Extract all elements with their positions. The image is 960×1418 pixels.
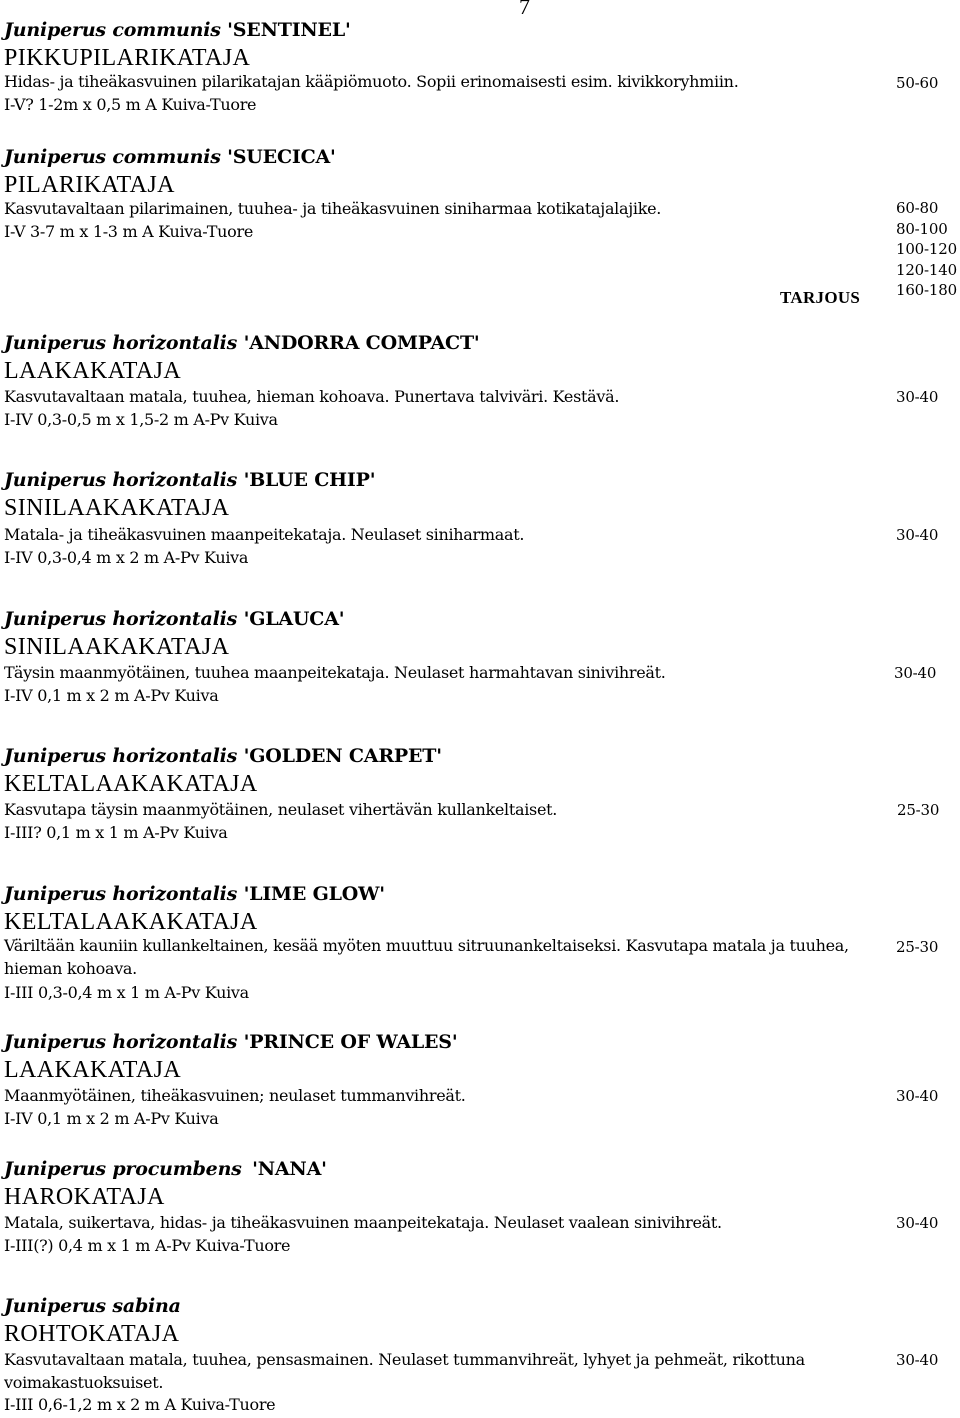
common-name: LAAKAKATAJA [4, 1057, 182, 1083]
common-name: LAAKAKATAJA [4, 358, 182, 384]
species-name: Juniperus horizontalis 'GLAUCA' [4, 608, 345, 630]
size-range: 30-40 [896, 526, 939, 544]
size-range: 120-140 [896, 260, 957, 279]
description: Täysin maanmyötäinen, tuuhea maanpeitekataja. Neulaset harmahtavan sinivihreät. [4, 663, 666, 682]
description: Kasvutavaltaan matala, tuuhea, pensasmainen. Neulaset tummanvihreät, lyhyet ja pehmeät, rikottuna voimakastuoksuiset. [4, 1350, 805, 1392]
size-range: 30-40 [894, 664, 937, 682]
growth-spec: I-IV 0,1 m x 2 m A-Pv Kuiva [4, 1109, 219, 1128]
common-name: SINILAAKAKATAJA [4, 634, 230, 660]
species-name: Juniperus procumbens 'NANA' [4, 1158, 327, 1180]
description: Kasvutavaltaan pilarimainen, tuuhea- ja tiheäkasvuinen siniharmaa kotikatajalajike. [4, 199, 662, 218]
common-name: PILARIKATAJA [4, 172, 175, 198]
growth-spec: I-III(?) 0,4 m x 1 m A-Pv Kuiva-Tuore [4, 1236, 291, 1255]
common-name: HAROKATAJA [4, 1184, 165, 1210]
description: Kasvutapa täysin maanmyötäinen, neulaset vihertävän kullankeltaiset. [4, 800, 558, 819]
size-range: 50-60 [896, 74, 939, 92]
description: Matala- ja tiheäkasvuinen maanpeitekataja. Neulaset siniharmaat. [4, 525, 525, 544]
size-range: 80-100 [896, 219, 948, 238]
species-name: Juniperus communis 'SENTINEL' [4, 19, 351, 41]
species-name: Juniperus horizontalis 'BLUE CHIP' [4, 469, 376, 491]
description: Maanmyötäinen, tiheäkasvuinen; neulaset tummanvihreät. [4, 1086, 466, 1105]
common-name: KELTALAAKAKATAJA [4, 771, 258, 797]
description: Matala, suikertava, hidas- ja tiheäkasvuinen maanpeitekataja. Neulaset vaalean sinivihreät. [4, 1213, 722, 1232]
species-name: Juniperus horizontalis 'PRINCE OF WALES' [4, 1031, 458, 1053]
species-name: Juniperus sabina [4, 1295, 181, 1317]
description: Väriltään kauniin kullankeltainen, kesää myöten muuttuu sitruunankeltaiseksi. Kasvutapa matala ja tuuhea, hieman kohoava. [4, 936, 849, 978]
offer-label: TARJOUS [780, 288, 861, 307]
growth-spec: I-III? 0,1 m x 1 m A-Pv Kuiva [4, 823, 228, 842]
size-range: 30-40 [896, 1351, 939, 1369]
growth-spec: I-IV 0,1 m x 2 m A-Pv Kuiva [4, 686, 219, 705]
species-name: Juniperus horizontalis 'LIME GLOW' [4, 883, 385, 905]
growth-spec: I-IV 0,3-0,4 m x 2 m A-Pv Kuiva [4, 548, 249, 567]
growth-spec: I-III 0,3-0,4 m x 1 m A-Pv Kuiva [4, 983, 249, 1002]
description: Kasvutavaltaan matala, tuuhea, hieman kohoava. Punertava talviväri. Kestävä. [4, 387, 620, 406]
size-range: 100-120 [896, 240, 957, 259]
size-range: 25-30 [896, 938, 939, 956]
species-name: Juniperus communis 'SUECICA' [4, 146, 336, 168]
species-name: Juniperus horizontalis 'ANDORRA COMPACT' [4, 332, 480, 354]
growth-spec: I-III 0,6-1,2 m x 2 m A Kuiva-Tuore [4, 1395, 276, 1414]
growth-spec: I-V? 1-2m x 0,5 m A Kuiva-Tuore [4, 95, 257, 114]
growth-spec: I-V 3-7 m x 1-3 m A Kuiva-Tuore [4, 222, 254, 241]
page-number: 7 [519, 0, 530, 19]
species-name: Juniperus horizontalis 'GOLDEN CARPET' [4, 745, 442, 767]
size-range: 60-80 [896, 199, 939, 217]
size-range: 30-40 [896, 1214, 939, 1232]
common-name: ROHTOKATAJA [4, 1321, 180, 1347]
size-range-list [896, 198, 957, 301]
size-range: 25-30 [897, 801, 940, 819]
size-range: 160-180 [896, 281, 957, 300]
common-name: PIKKUPILARIKATAJA [4, 45, 251, 71]
common-name: SINILAAKAKATAJA [4, 495, 230, 521]
size-range: 30-40 [896, 388, 939, 406]
description: Hidas- ja tiheäkasvuinen pilarikatajan kääpiömuoto. Sopii erinomaisesti esim. kivikkoryhmiin. [4, 72, 739, 91]
growth-spec: I-IV 0,3-0,5 m x 1,5-2 m A-Pv Kuiva [4, 410, 278, 429]
size-range: 30-40 [896, 1087, 939, 1105]
common-name: KELTALAAKAKATAJA [4, 909, 258, 935]
